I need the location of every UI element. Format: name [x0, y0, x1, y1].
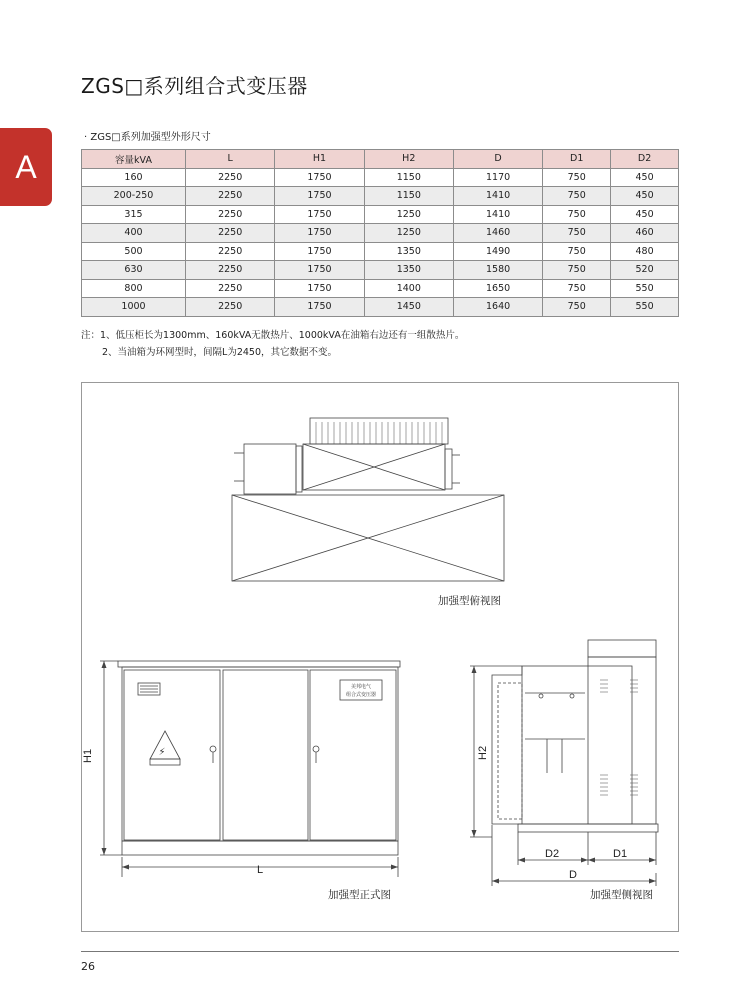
cell: 480: [611, 242, 679, 261]
cell: 1650: [453, 279, 542, 298]
cell: 550: [611, 279, 679, 298]
note-1: 注：1、低压柜长为1300mm、160kVA无散热片、1000kVA在油箱右边还有一组散热片。: [81, 330, 465, 341]
page-number: 26: [81, 960, 95, 973]
header-d1: D1: [543, 150, 611, 169]
cell: 2250: [186, 261, 275, 280]
page-title: ZGS□系列组合式变压器: [81, 74, 308, 98]
cell: 1250: [364, 224, 453, 243]
cell: 1250: [364, 205, 453, 224]
table-row: [82, 298, 679, 317]
cell: 1750: [275, 261, 364, 280]
table-caption: · ZGS□系列加强型外形尺寸: [84, 132, 211, 143]
cell: 800: [82, 279, 186, 298]
cell: 1750: [275, 298, 364, 317]
warning-icon: ⚡: [158, 747, 166, 758]
cell: 750: [543, 279, 611, 298]
cell: 1450: [364, 298, 453, 317]
dim-label-h2: H2: [477, 745, 489, 760]
cell: 2250: [186, 187, 275, 206]
technical-drawings: [82, 383, 680, 933]
header-capacity: 容量kVA: [82, 150, 186, 169]
cell: 450: [611, 168, 679, 187]
dim-label-d: D: [569, 869, 577, 881]
cell: 750: [543, 168, 611, 187]
cell: 500: [82, 242, 186, 261]
nameplate-line-1: 美邦电气: [350, 684, 372, 690]
cell: 1750: [275, 242, 364, 261]
cell: 750: [543, 224, 611, 243]
cell: 520: [611, 261, 679, 280]
cell: 450: [611, 187, 679, 206]
cell: 750: [543, 205, 611, 224]
cell: 550: [611, 298, 679, 317]
cell: 1000: [82, 298, 186, 317]
cell: 750: [543, 187, 611, 206]
cell: 2250: [186, 205, 275, 224]
top-view-caption: 加强型俯视图: [438, 595, 501, 607]
cell: 460: [611, 224, 679, 243]
table-row: [82, 261, 679, 280]
cell: 1490: [453, 242, 542, 261]
header-d: D: [453, 150, 542, 169]
cell: 2250: [186, 168, 275, 187]
front-view-caption: 加强型正式图: [328, 889, 391, 901]
cell: 1170: [453, 168, 542, 187]
cell: 1460: [453, 224, 542, 243]
top-view-drawing: [232, 418, 504, 581]
cell: 1410: [453, 187, 542, 206]
table-row: [82, 168, 679, 187]
cell: 160: [82, 168, 186, 187]
dim-label-l: L: [257, 864, 264, 876]
cell: 1750: [275, 205, 364, 224]
cell: 2250: [186, 298, 275, 317]
table-row: [82, 242, 679, 261]
cell: 1150: [364, 187, 453, 206]
dim-label-d2: D2: [545, 848, 560, 860]
nameplate-line-2: 组合式变压器: [345, 692, 377, 698]
cell: 450: [611, 205, 679, 224]
cell: 2250: [186, 279, 275, 298]
cell: 2250: [186, 242, 275, 261]
cell: 1750: [275, 168, 364, 187]
cell: 1400: [364, 279, 453, 298]
dim-label-h1: H1: [82, 748, 94, 763]
table-row: [82, 205, 679, 224]
cell: 1150: [364, 168, 453, 187]
side-view-caption: 加强型侧视图: [590, 889, 653, 901]
cell: 315: [82, 205, 186, 224]
header-h2: H2: [364, 150, 453, 169]
note-2: 2、当油箱为环网型时，间隔L为2450，其它数据不变。: [102, 347, 338, 358]
table-header-row: [82, 150, 679, 169]
cell: 1350: [364, 261, 453, 280]
cell: 750: [543, 242, 611, 261]
cell: 750: [543, 298, 611, 317]
header-d2: D2: [611, 150, 679, 169]
header-l: L: [186, 150, 275, 169]
spec-table: [81, 149, 679, 317]
cell: 1750: [275, 224, 364, 243]
header-h1: H1: [275, 150, 364, 169]
table-row: [82, 187, 679, 206]
cell: 2250: [186, 224, 275, 243]
side-view-drawing: [470, 640, 658, 886]
table-row: [82, 279, 679, 298]
cell: 1750: [275, 279, 364, 298]
cell: 750: [543, 261, 611, 280]
cell: 400: [82, 224, 186, 243]
cell: 1410: [453, 205, 542, 224]
dim-label-d1: D1: [613, 848, 628, 860]
cell: 1640: [453, 298, 542, 317]
cell: 1580: [453, 261, 542, 280]
cell: 630: [82, 261, 186, 280]
footer-divider: [81, 951, 679, 952]
section-tab: A: [0, 128, 52, 206]
cell: 1350: [364, 242, 453, 261]
notes: [81, 327, 464, 361]
drawing-frame: [81, 382, 679, 932]
table-row: [82, 224, 679, 243]
cell: 200-250: [82, 187, 186, 206]
cell: 1750: [275, 187, 364, 206]
